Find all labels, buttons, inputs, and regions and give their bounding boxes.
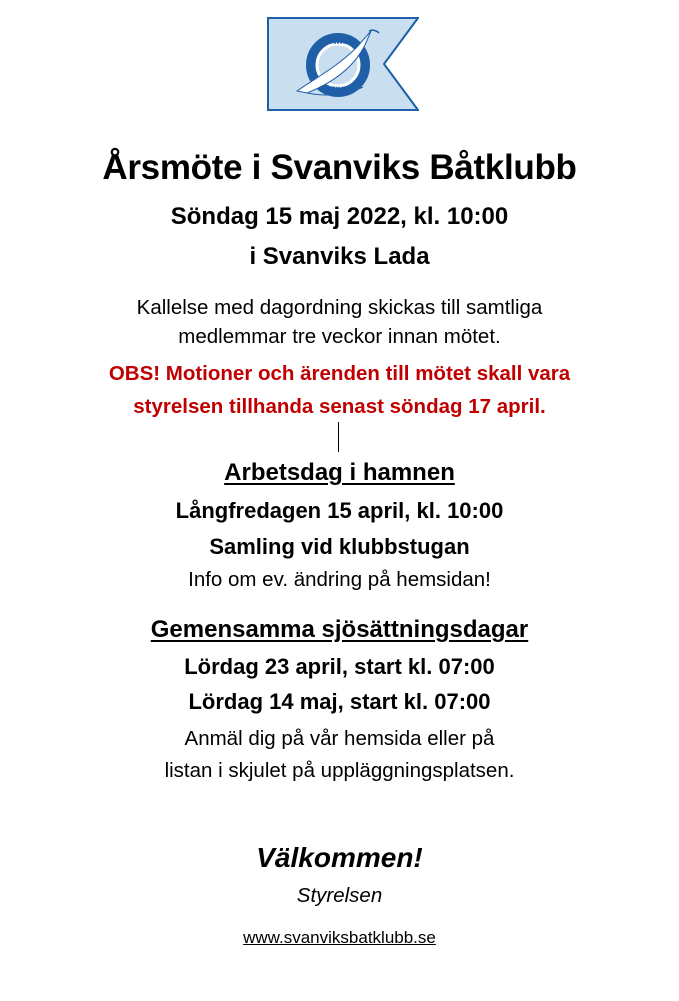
welcome-text: Välkommen! [256, 842, 423, 873]
launch-info-2: listan i skjulet på uppläggningsplatsen. [164, 759, 515, 782]
launch-info-1: Anmäl dig på vår hemsida eller på [184, 727, 495, 750]
workday-info: Info om ev. ändring på hemsidan! [188, 568, 491, 591]
launch-day-1: Lördag 23 april, start kl. 07:00 [184, 654, 495, 679]
club-flag-icon [267, 17, 419, 111]
workday-place: Samling vid klubbstugan [209, 534, 470, 559]
workday-date: Långfredagen 15 april, kl. 10:00 [175, 498, 504, 523]
notice-line-2: medlemmar tre veckor innan mötet. [178, 325, 501, 348]
meeting-date: Söndag 15 maj 2022, kl. 10:00 [170, 203, 509, 230]
launch-heading: Gemensamma sjösättningsdagar [150, 616, 529, 643]
workday-heading: Arbetsdag i hamnen [224, 459, 455, 486]
logo-text-top: SVANVIKS [322, 40, 354, 46]
text-cursor [338, 422, 339, 452]
meeting-place: i Svanviks Lada [249, 243, 430, 270]
signature: Styrelsen [296, 884, 383, 907]
obs-line-2: styrelsen tillhanda senast söndag 17 april. [133, 395, 546, 418]
obs-line-1: OBS! Motioner och ärenden till mötet skall vara [108, 362, 571, 385]
notice-line-1: Kallelse med dagordning skickas till samtliga [136, 296, 543, 319]
launch-day-2: Lördag 14 maj, start kl. 07:00 [188, 689, 491, 714]
page-title: Årsmöte i Svanviks Båtklubb [102, 148, 577, 187]
website-link[interactable]: www.svanviksbatklubb.se [243, 928, 436, 947]
club-logo [267, 17, 419, 111]
logo-text-bottom: BÅTKLUBB [321, 87, 355, 93]
